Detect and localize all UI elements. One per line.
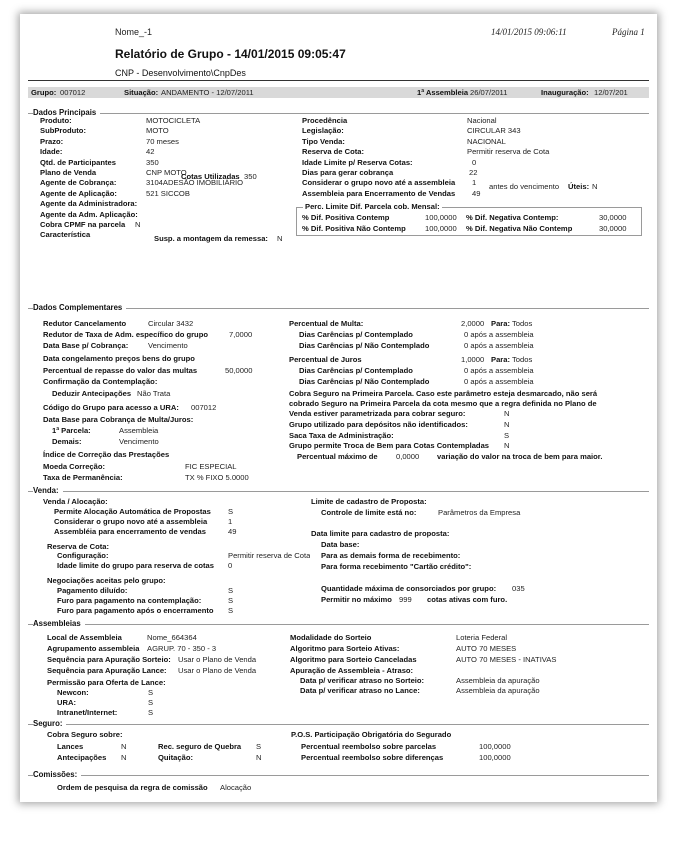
page-number: Página 1 [612,27,645,37]
data-limite-label: Data limite para cadastro de proposta: [311,529,450,538]
dias-carencia-nao-contemp-value: 0 após a assembleia [464,341,534,350]
perc-max-label: Percentual máximo de [297,452,378,461]
configuracao-value: Permitir reserva de Cota [228,551,311,560]
saca-taxa-label: Saca Taxa de Administração: [289,431,394,440]
limite-cadastro-label: Limite de cadastro de Proposta: [311,497,427,506]
principais-left-value: 350 [146,157,159,167]
document-name: Nome_-1 [115,27,153,37]
section-line [28,775,649,776]
negociacoes-label: Negociações aceitas pelo grupo: [47,576,166,585]
principais-left-label: Agente de Cobrança: [40,178,117,188]
demais-value: Vencimento [119,437,159,446]
cobra-seguro-text-3: Venda estiver parametrizada para cobrar seguro: [289,409,466,418]
furo-contemplacao-label: Furo para pagamento na contemplação: [57,596,202,605]
assembleia-encerramento-value: 49 [228,527,237,536]
principais-left-value: 70 meses [146,136,179,146]
principais-left-label: Agente da Adm. Aplicação: [40,209,138,219]
cotas-utilizadas-label: Cotas Utilizadas [181,172,240,181]
principais-right-label: Assembleia para Encerramento de Vendas [302,188,456,198]
principais-left-label: Qtd. de Participantes [40,157,116,167]
furo-encerramento-label: Furo para pagamento após o encerramento [57,606,214,615]
section-title-seguro: Seguro: [33,719,66,728]
considerar-grupo-value: 1 [228,517,233,526]
permitir-maximo-extra: cotas ativas com furo. [427,595,508,604]
header-divider [28,80,649,81]
confirmacao-label: Confirmação da Contemplação: [43,377,158,386]
atraso-lance-label: Data p/ verificar atraso no Lance: [300,686,420,695]
antecipacoes-label: Antecipações [57,753,107,762]
considerar-grupo-label: Considerar o grupo novo até a assembleia [54,517,208,526]
codigo-ura-label: Código do Grupo para acesso a URA: [43,403,179,412]
pagamento-diluido-label: Pagamento diluído: [57,586,128,595]
ordem-pesquisa-value: Alocação [220,783,252,792]
juros-para-value: Todos [512,355,533,364]
dias-carencia-nao-contemp-label: Dias Carências p/ Não Contemplado [299,341,430,350]
principais-left-value: 521 SICCOB [146,188,190,198]
newcon-label: Newcon: [57,688,89,697]
quitacao-value: N [256,753,262,762]
principais-right-value: NACIONAL [467,136,506,146]
principais-right-label: Idade Limite p/ Reserva Cotas: [302,157,413,167]
section-title-assembleias: Assembleias [33,619,85,628]
permite-alocacao-label: Permite Alocação Automática de Propostas [54,507,211,516]
principais-left-value: MOTO [146,126,169,136]
principais-left-label: SubProduto: [40,126,86,136]
data-base-cobranca-label: Data Base p/ Cobrança: [43,341,129,350]
perc-max-extra: variação do valor na troca de bem para maior. [437,452,603,461]
percentual-juros-value: 1,0000 [461,355,485,364]
pagamento-diluido-value: S [228,586,234,595]
principais-right-label: Considerar o grupo novo até a assembleia [302,178,456,188]
permissao-lance-label: Permissão para Oferta de Lance: [47,678,166,687]
ura-value: S [148,698,154,707]
local-assembleia-value: Nome_664364 [147,633,197,642]
ordem-pesquisa-label: Ordem de pesquisa da regra de comissão [57,783,208,792]
reserva-cota-label: Reserva de Cota: [47,542,110,551]
seq-lance-value: Usar o Plano de Venda [178,666,257,675]
report-subtitle: CNP - Desenvolvimento\CnpDes [115,68,246,78]
grupo-label: Grupo: [31,88,57,97]
grupo-depositos-value: N [504,420,510,429]
dif-pos-contemp-label: % Dif. Positiva Contemp [302,213,390,222]
principais-right-value: 0 [472,157,477,167]
newcon-value: S [148,688,154,697]
primeira-parcela-value: Assembleia [119,426,159,435]
assembleia-encerramento-label: Assembléia para encerramento de vendas [54,527,206,536]
algoritmo-ativas-value: AUTO 70 MESES [456,644,517,653]
taxa-permanencia-label: Taxa de Permanência: [43,473,123,482]
reembolso-diferencas-value: 100,0000 [479,753,511,762]
dias-cobranca-extra: antes do vencimento [489,182,560,191]
percentual-multa-value: 2,0000 [461,319,485,328]
intranet-value: S [148,708,154,717]
dif-pos-nao-contemp-value: 100,0000 [425,224,457,233]
controle-limite-value: Parâmetros da Empresa [438,508,521,517]
uteis-value: N [592,182,598,191]
report-page [20,14,657,802]
furo-encerramento-value: S [228,606,234,615]
principais-left-value: MOTOCICLETA [146,116,201,125]
atraso-lance-value: Assembleia da apuração [456,686,540,695]
principais-left-value: 42 [146,147,155,157]
section-line [28,113,649,114]
apuracao-atraso-label: Apuração de Assembleia - Atraso: [290,666,414,675]
moeda-correcao-label: Moeda Correção: [43,462,106,471]
seq-sorteio-label: Sequência para Apuração Sorteio: [47,655,171,664]
inauguracao-label: Inauguração: [541,88,589,97]
dif-neg-contemp-value: 30,0000 [599,213,627,222]
section-title-venda: Venda: [33,486,63,495]
data-base-cobranca-value: Vencimento [148,341,188,350]
percentual-juros-label: Percentual de Juros [289,355,362,364]
agrupamento-value: AGRUP. 70 - 350 - 3 [147,644,217,653]
multa-para-value: Todos [512,319,533,328]
section-line [28,724,649,725]
idade-limite-reserva-label: Idade limite do grupo para reserva de cotas [57,561,214,570]
dias-carencia-nao-contemp2-label: Dias Carências p/ Não Contemplado [299,377,430,386]
quitacao-label: Quitação: [158,753,194,762]
redutor-canc-label: Redutor Cancelamento [43,319,127,328]
principais-left-label: Agente de Aplicação: [40,188,117,198]
deduzir-label: Deduzir Antecipações [52,389,132,398]
principais-left-value: N [135,220,141,229]
indice-correcao-label: Índice de Correção das Prestações [43,450,170,459]
deduzir-value: Não Trata [137,389,171,398]
multa-para-label: Para: [491,319,510,328]
section-title-comissoes: Comissões: [33,770,81,779]
section-title-principais: Dados Principais [33,108,100,117]
idade-limite-reserva-value: 0 [228,561,233,570]
perc-max-value: 0,0000 [396,452,420,461]
principais-left-label: Característica [40,230,91,240]
modalidade-value: Loteria Federal [456,633,508,642]
congelamento-label: Data congelamento preços bens do grupo [43,354,195,363]
demais-label: Demais: [52,437,82,446]
principais-left-label: Idade: [40,147,63,157]
assembleia-value: 26/07/2011 [470,88,508,97]
reembolso-parcelas-value: 100,0000 [479,742,511,751]
algoritmo-canceladas-label: Algoritmo para Sorteio Canceladas [290,655,417,664]
principais-left-value: CNP MOTO [146,168,187,177]
cobra-seguro-sobre-label: Cobra Seguro sobre: [47,730,123,739]
principais-right-value: Permitir reserva de Cota [467,147,550,157]
rec-quebra-label: Rec. seguro de Quebra [158,742,242,751]
susp-montagem-label: Susp. a montagem da remessa: [154,234,268,243]
assembleia-label: 1ª Assembleia [417,88,469,97]
dif-neg-contemp-label: % Dif. Negativa Contemp: [466,213,559,222]
report-datetime: 14/01/2015 09:06:11 [491,27,567,37]
principais-right-label: Legislação: [302,126,344,136]
principais-left-label: Cobra CPMF na parcela [40,220,126,229]
dias-carencia-contemp-value: 0 após a assembleia [464,330,534,339]
atraso-sorteio-value: Assembleia da apuração [456,676,540,685]
dias-carencia-contemp2-label: Dias Carências p/ Contemplado [299,366,413,375]
percentual-multa-label: Percentual de Multa: [289,319,364,328]
configuracao-label: Configuração: [57,551,109,560]
dias-carencia-nao-contemp2-value: 0 após a assembleia [464,377,534,386]
permite-alocacao-value: S [228,507,234,516]
principais-right-value: Nacional [467,116,497,125]
principais-right-value: 22 [469,168,478,177]
agrupamento-label: Agrupamento assembleia [47,644,140,653]
lances-label: Lances [57,742,84,751]
juros-para-label: Para: [491,355,510,364]
atraso-sorteio-label: Data p/ verificar atraso no Sorteio: [300,676,425,685]
principais-right-label: Dias para gerar cobrança [302,168,394,177]
dias-carencia-contemp2-value: 0 após a assembleia [464,366,534,375]
seq-sorteio-value: Usar o Plano de Venda [178,655,257,664]
redutor-taxa-value: 7,0000 [229,330,253,339]
section-title-complementares: Dados Complementares [33,303,126,312]
troca-bem-label: Grupo permite Troca de Bem para Cotas Contempladas [289,441,490,450]
data-base-multa-label: Data Base para Cobrança de Multa/Juros: [43,415,194,424]
section-line [28,491,649,492]
codigo-ura-value: 007012 [191,403,217,412]
cotas-utilizadas-value: 350 [244,172,257,181]
rec-quebra-value: S [256,742,262,751]
qtd-maxima-label: Quantidade máxima de consorciados por grupo: [321,584,497,593]
qtd-maxima-value: 035 [512,584,525,593]
cartao-credito-label: Para forma recebimento "Cartão crédito": [321,562,472,571]
principais-right-label: Procedência [302,116,348,125]
reembolso-parcelas-label: Percentual reembolso sobre parcelas [301,742,437,751]
seq-lance-label: Sequência para Apuração Lance: [47,666,167,675]
dif-neg-nao-contemp-label: % Dif. Negativa Não Contemp [466,224,573,233]
perc-limite-title: Perc. Limite Dif. Parcela cob. Mensal: [305,202,440,211]
data-base-proposta-label: Data base: [321,540,360,549]
redutor-canc-value: Circular 3432 [148,319,194,328]
demais-formas-label: Para as demais forma de recebimento: [321,551,461,560]
modalidade-label: Modalidade do Sorteio [290,633,372,642]
permitir-maximo-label: Permitir no máximo [321,595,392,604]
algoritmo-ativas-label: Algoritmo para Sorteio Ativas: [290,644,400,653]
dif-pos-nao-contemp-label: % Dif. Positiva Não Contemp [302,224,406,233]
local-assembleia-label: Local de Assembleia [47,633,122,642]
lances-value: N [121,742,127,751]
antecipacoes-value: N [121,753,127,762]
inauguracao-value: 12/07/201 [594,88,628,97]
principais-right-label: Tipo Venda: [302,136,345,146]
furo-contemplacao-value: S [228,596,234,605]
controle-limite-label: Controle de limite está no: [321,508,417,517]
grupo-depositos-label: Grupo utilizado para depósitos não identificados: [289,420,468,429]
principais-right-label: Reserva de Cota: [302,147,365,157]
saca-taxa-value: S [504,431,510,440]
section-line [28,624,649,625]
principais-left-label: Produto: [40,116,72,125]
permitir-maximo-value: 999 [399,595,412,604]
intranet-label: Intranet/Internet: [57,708,118,717]
principais-left-label: Prazo: [40,136,64,146]
dias-carencia-contemp-label: Dias Carências p/ Contemplado [299,330,413,339]
redutor-taxa-label: Redutor de Taxa de Adm. específico do grupo [43,330,208,339]
principais-right-value: CIRCULAR 343 [467,126,521,136]
algoritmo-canceladas-value: AUTO 70 MESES - INATIVAS [456,655,557,664]
venda-alocacao-label: Venda / Alocação: [43,497,108,506]
repasse-multas-label: Percentual de repasse do valor das multas [43,366,198,375]
situacao-label: Situação: [124,88,159,97]
principais-right-value: 1 [472,178,477,188]
troca-bem-value: N [504,441,510,450]
cobra-seguro-text-2: cobrado Seguro na Primeira Parcela da cota mesmo que a regra definida no Plano de [289,399,597,408]
cobra-seguro-text-1: Cobra Seguro na Primeira Parcela. Caso este parâmetro esteja desmarcado, não será [289,389,598,398]
taxa-permanencia-value: TX % FIXO 5.0000 [185,473,249,482]
principais-left-label: Agente da Administradora: [40,199,138,209]
reembolso-diferencas-label: Percentual reembolso sobre diferenças [301,753,444,762]
uteis-label: Úteis: [568,182,590,191]
principais-right-value: 49 [472,188,481,198]
principais-left-value: 3104ADESÃO IMOBILIÁRIO [146,178,244,188]
repasse-multas-value: 50,0000 [225,366,253,375]
ura-label: URA: [57,698,76,707]
report-title: Relatório de Grupo - 14/01/2015 09:05:47 [115,47,346,61]
susp-montagem-value: N [277,234,283,243]
pos-label: P.O.S. Participação Obrigatória do Segurado [291,730,452,739]
dif-pos-contemp-value: 100,0000 [425,213,457,222]
principais-left-label: Plano de Venda [40,168,97,177]
dif-neg-nao-contemp-value: 30,0000 [599,224,627,233]
situacao-value: ANDAMENTO - 12/07/2011 [161,88,254,97]
cobra-seguro-value: N [504,409,510,418]
moeda-correcao-value: FIC ESPECIAL [185,462,237,471]
primeira-parcela-label: 1ª Parcela: [52,426,91,435]
grupo-value: 007012 [60,88,86,97]
